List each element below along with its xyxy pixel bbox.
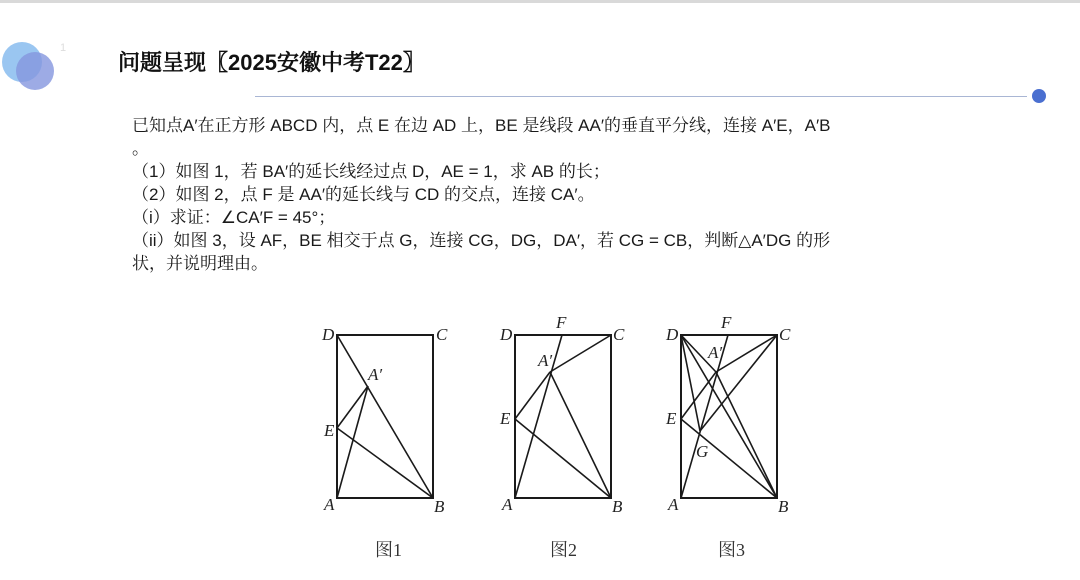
fig2-label-E: E (500, 409, 511, 428)
deco-circle-dark (16, 52, 54, 90)
geometry-figures (300, 300, 820, 570)
fig3-label-Aprime: A′ (708, 343, 723, 362)
problem-line: （2）如图 2，点 F 是 AA′的延长线与 CD 的交点，连接 CA′。 (132, 185, 595, 204)
problem-line: 状，并说明理由。 (132, 254, 268, 273)
page-title: 问题呈现〖2025安徽中考T22〗 (118, 50, 425, 75)
fig1-segment-EA1 (337, 386, 368, 428)
problem-line: （i）求证：∠CA′F = 45°； (132, 208, 336, 227)
fig2-label-Aprime: A′ (538, 351, 553, 370)
fig1-label-Aprime: A′ (368, 365, 383, 384)
fig1-label-A: A (324, 495, 335, 514)
fig2-rectangle (515, 335, 611, 498)
fig3-label-C: C (779, 325, 791, 344)
fig2-label-C: C (613, 325, 625, 344)
problem-line: （ii）如图 3，设 AF，BE 相交于点 G，连接 CG，DG，DA′，若 CG = CB，判断△A′DG 的形 (132, 231, 831, 250)
figure-3 (665, 313, 791, 560)
problem-line: 。 (132, 139, 149, 158)
fig2-label-F: F (556, 313, 567, 332)
fig3-label-E: E (666, 409, 677, 428)
fig2-caption: 图2 (550, 540, 577, 560)
fig2-segment-A1C (550, 335, 611, 372)
fig2-segment-A1B (550, 372, 611, 498)
fig3-label-A: A (668, 495, 679, 514)
fig1-segment-AA1 (337, 386, 368, 498)
fig3-segment-A1C (716, 335, 777, 372)
figure-1 (321, 325, 448, 560)
decorative-circles (0, 38, 70, 98)
slide-number: 1 (60, 42, 67, 54)
fig1-label-B: B (434, 497, 445, 516)
fig1-segment-DB (337, 335, 433, 498)
figures-svg (300, 300, 820, 570)
fig2-label-D: D (500, 325, 513, 344)
fig2-segment-EB (515, 419, 611, 498)
figure-2 (499, 313, 625, 560)
title-accent-dot (1032, 89, 1046, 103)
fig1-segment-EB (337, 428, 433, 498)
fig1-label-D: D (322, 325, 335, 344)
fig2-label-B: B (612, 497, 623, 516)
fig3-label-B: B (778, 497, 789, 516)
fig2-label-A: A (502, 495, 513, 514)
problem-line: 已知点A′在正方形 ABCD 内，点 E 在边 AD 上，BE 是线段 AA′的垂直平分线，连接 A′E，A′B (132, 116, 831, 135)
fig3-segment-A1B (716, 372, 777, 498)
fig3-caption: 图3 (718, 540, 745, 560)
title-underline (255, 96, 1027, 97)
fig3-label-D: D (666, 325, 679, 344)
fig1-caption: 图1 (375, 540, 402, 560)
fig3-segment-DG (681, 335, 700, 431)
problem-statement (132, 114, 1012, 275)
fig3-segment-DB (681, 335, 777, 498)
fig3-label-F: F (721, 313, 732, 332)
problem-line: （1）如图 1，若 BA′的延长线经过点 D，AE = 1，求 AB 的长； (132, 162, 610, 181)
fig1-label-E: E (324, 421, 335, 440)
fig1-label-C: C (436, 325, 448, 344)
fig3-label-G: G (696, 442, 709, 461)
top-rule (0, 0, 1080, 3)
